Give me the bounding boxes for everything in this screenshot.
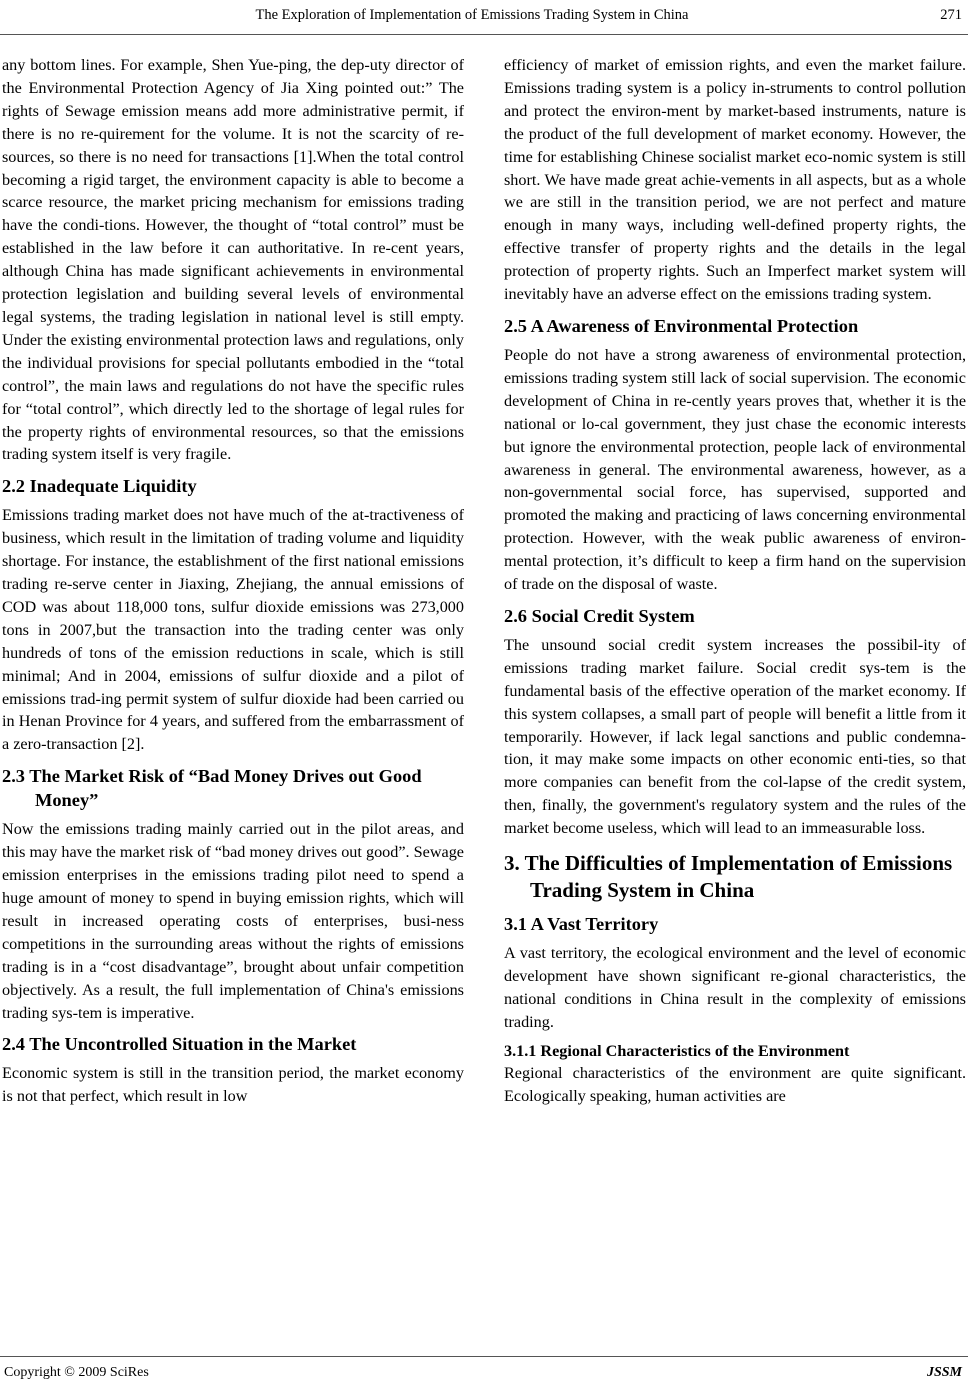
section-heading-3: 3. The Difficulties of Implementation of Emissions Trading System in China xyxy=(504,851,953,903)
running-title: The Exploration of Implementation of Emissions Trading System in China xyxy=(255,7,689,23)
page-number: 271 xyxy=(940,7,962,23)
section-heading-2-3: 2.3 The Market Risk of “Bad Money Drives out Good Money” xyxy=(2,766,422,811)
paragraph: People do not have a strong awareness of environmental protection, emissions trading system still lack of social supervision. The economic development of China in re-cently years proves that, whether it is the national or lo-cal government, they just chase the economic interests but ignore the environmental protection, people lack of environmental awareness in general. The environmental awareness, however, as a non-governmental social force, has supervised, supported and promoted the making and practicing of laws concerning environmental protection. However, with the weak public awareness of environ-mental protection, it’s difficult to keep a firm hand on the supervision of trade on the disposal of waste. xyxy=(504,345,966,594)
page-footer xyxy=(0,1356,968,1387)
paragraph: Emissions trading market does not have much of the at-tractiveness of business, which result in the limitation of trading volume and liquidity shortage. For instance, the establishment of the first national emissions trading re-serve center in Jiaxing, Zhejiang, the annual emissions of COD was about 118,000 tons, sulfur dioxide emissions was 273,000 tons in 2007,but the transaction into the trading center was only hundreds of tons of the emission reductions in scale, which is still minimal; And in 2004, emissions of sulfur dioxide and a pilot of emissions trad-ing permit system of sulfur dioxide had been carried ou in Henan Province for 4 years, and suffered from the embarrassment of a zero-transaction [2]. xyxy=(2,506,464,754)
section-heading-2-6: 2.6 Social Credit System xyxy=(504,605,695,626)
right-column xyxy=(504,54,966,1108)
paragraph: A vast territory, the ecological environment and the level of economic development have shown significant re-gional characteristics, the national conditions in China result in the complexity of emissions trading. xyxy=(504,944,966,1031)
paragraph: efficiency of market of emission rights, and even the market failure. Emissions trading system is a policy in-struments to control pollution and protect the environ-ment by market-based instruments, nature is the product of the full development of market economy. However, the time for establishing Chinese socialist market eco-nomic system is still short. We have made great achie-vements in all aspects, but as a whole we are still in the transition period, we are not perfect and mature enough in many ways, including well-defined property rights, the effective transfer of property rights and the details in the legal protection of property rights. Such an Imperfect market system will inevitably have an adverse effect on the emissions trading system. xyxy=(504,56,966,304)
journal-name: JSSM xyxy=(926,1365,962,1380)
section-heading-2-5: 2.5 A Awareness of Environmental Protection xyxy=(504,315,859,336)
paragraph: Now the emissions trading mainly carried out in the pilot areas, and this may have the market risk of “bad money drives out good”. Sewage emission enterprises in the emissions trading pilot need to spend a huge amount of money to spend in buying emission rights, which will result in increased operating costs of enterprises, busi-ness competitions in the surrounding areas without the rights of emissions trading is in a “cost disadvantage”, brought about unfair competition objectively. As a result, the full implementation of China's emissions trading sys-tem is imperative. xyxy=(2,820,464,1022)
paragraph: any bottom lines. For example, Shen Yue-ping, the dep-uty director of the Environmental Protection Agency of Jia Xing pointed out:” The rights of Sewage emission means add more administrative permit, if there is no re-quirement for the volume. It is not the scarcity of re-sources, so there is no need for transactions [1].When the total control becoming a rigid target, the environment capacity is able to become a scarce resource, the market pricing mechanism for emissions trading have the condi-tions. However, the thought of “total control” must be established in the law before it can authoritative. In re-cent years, although China has made significant achievements in environmental protection legislation and building several levels of environmental legal systems, the trading legislation in national level is still empty. Under the existing environmental protection laws and regulations, only the individual provisions for special pollutants embodied in the “total control”, the main laws and regulations do not have the specific rules for “total control”, which directly led to the shortage of legal rules for the property rights of environmental resources, so that the emissions trading system itself is very fragile. xyxy=(2,56,464,464)
section-heading-2-2: 2.2 Inadequate Liquidity xyxy=(2,476,197,497)
paragraph: Economic system is still in the transition period, the market economy is not that perfect, which result in low xyxy=(2,1064,464,1106)
paragraph: The unsound social credit system increases the possibil-ity of emissions trading market failure. Social credit sys-tem is the fundamental basis of the effective operation of the market economy. If this system collapses, a small part of people will benefit a little from it temporarily. However, if lack legal sanctions and public condemna-tion, it may make some impacts on other economic enti-ties, so that more companies can benefit from the col-lapse of the credit system, then, finally, the government's regulatory system and the rules of the market become useless, which will lead to an immeasurable loss. xyxy=(504,635,966,838)
copyright-notice: Copyright © 2009 SciRes xyxy=(4,1365,149,1380)
section-heading-2-4: 2.4 The Uncontrolled Situation in the Market xyxy=(2,1034,357,1055)
paragraph: Regional characteristics of the environment are quite significant. Ecologically speaking, human activities are xyxy=(504,1063,966,1105)
left-column xyxy=(2,54,464,1108)
section-heading-3-1: 3.1 A Vast Territory xyxy=(504,914,659,935)
page-header xyxy=(0,0,968,35)
subsection-heading-3-1-1: 3.1.1 Regional Characteristics of the Environment xyxy=(504,1041,850,1060)
